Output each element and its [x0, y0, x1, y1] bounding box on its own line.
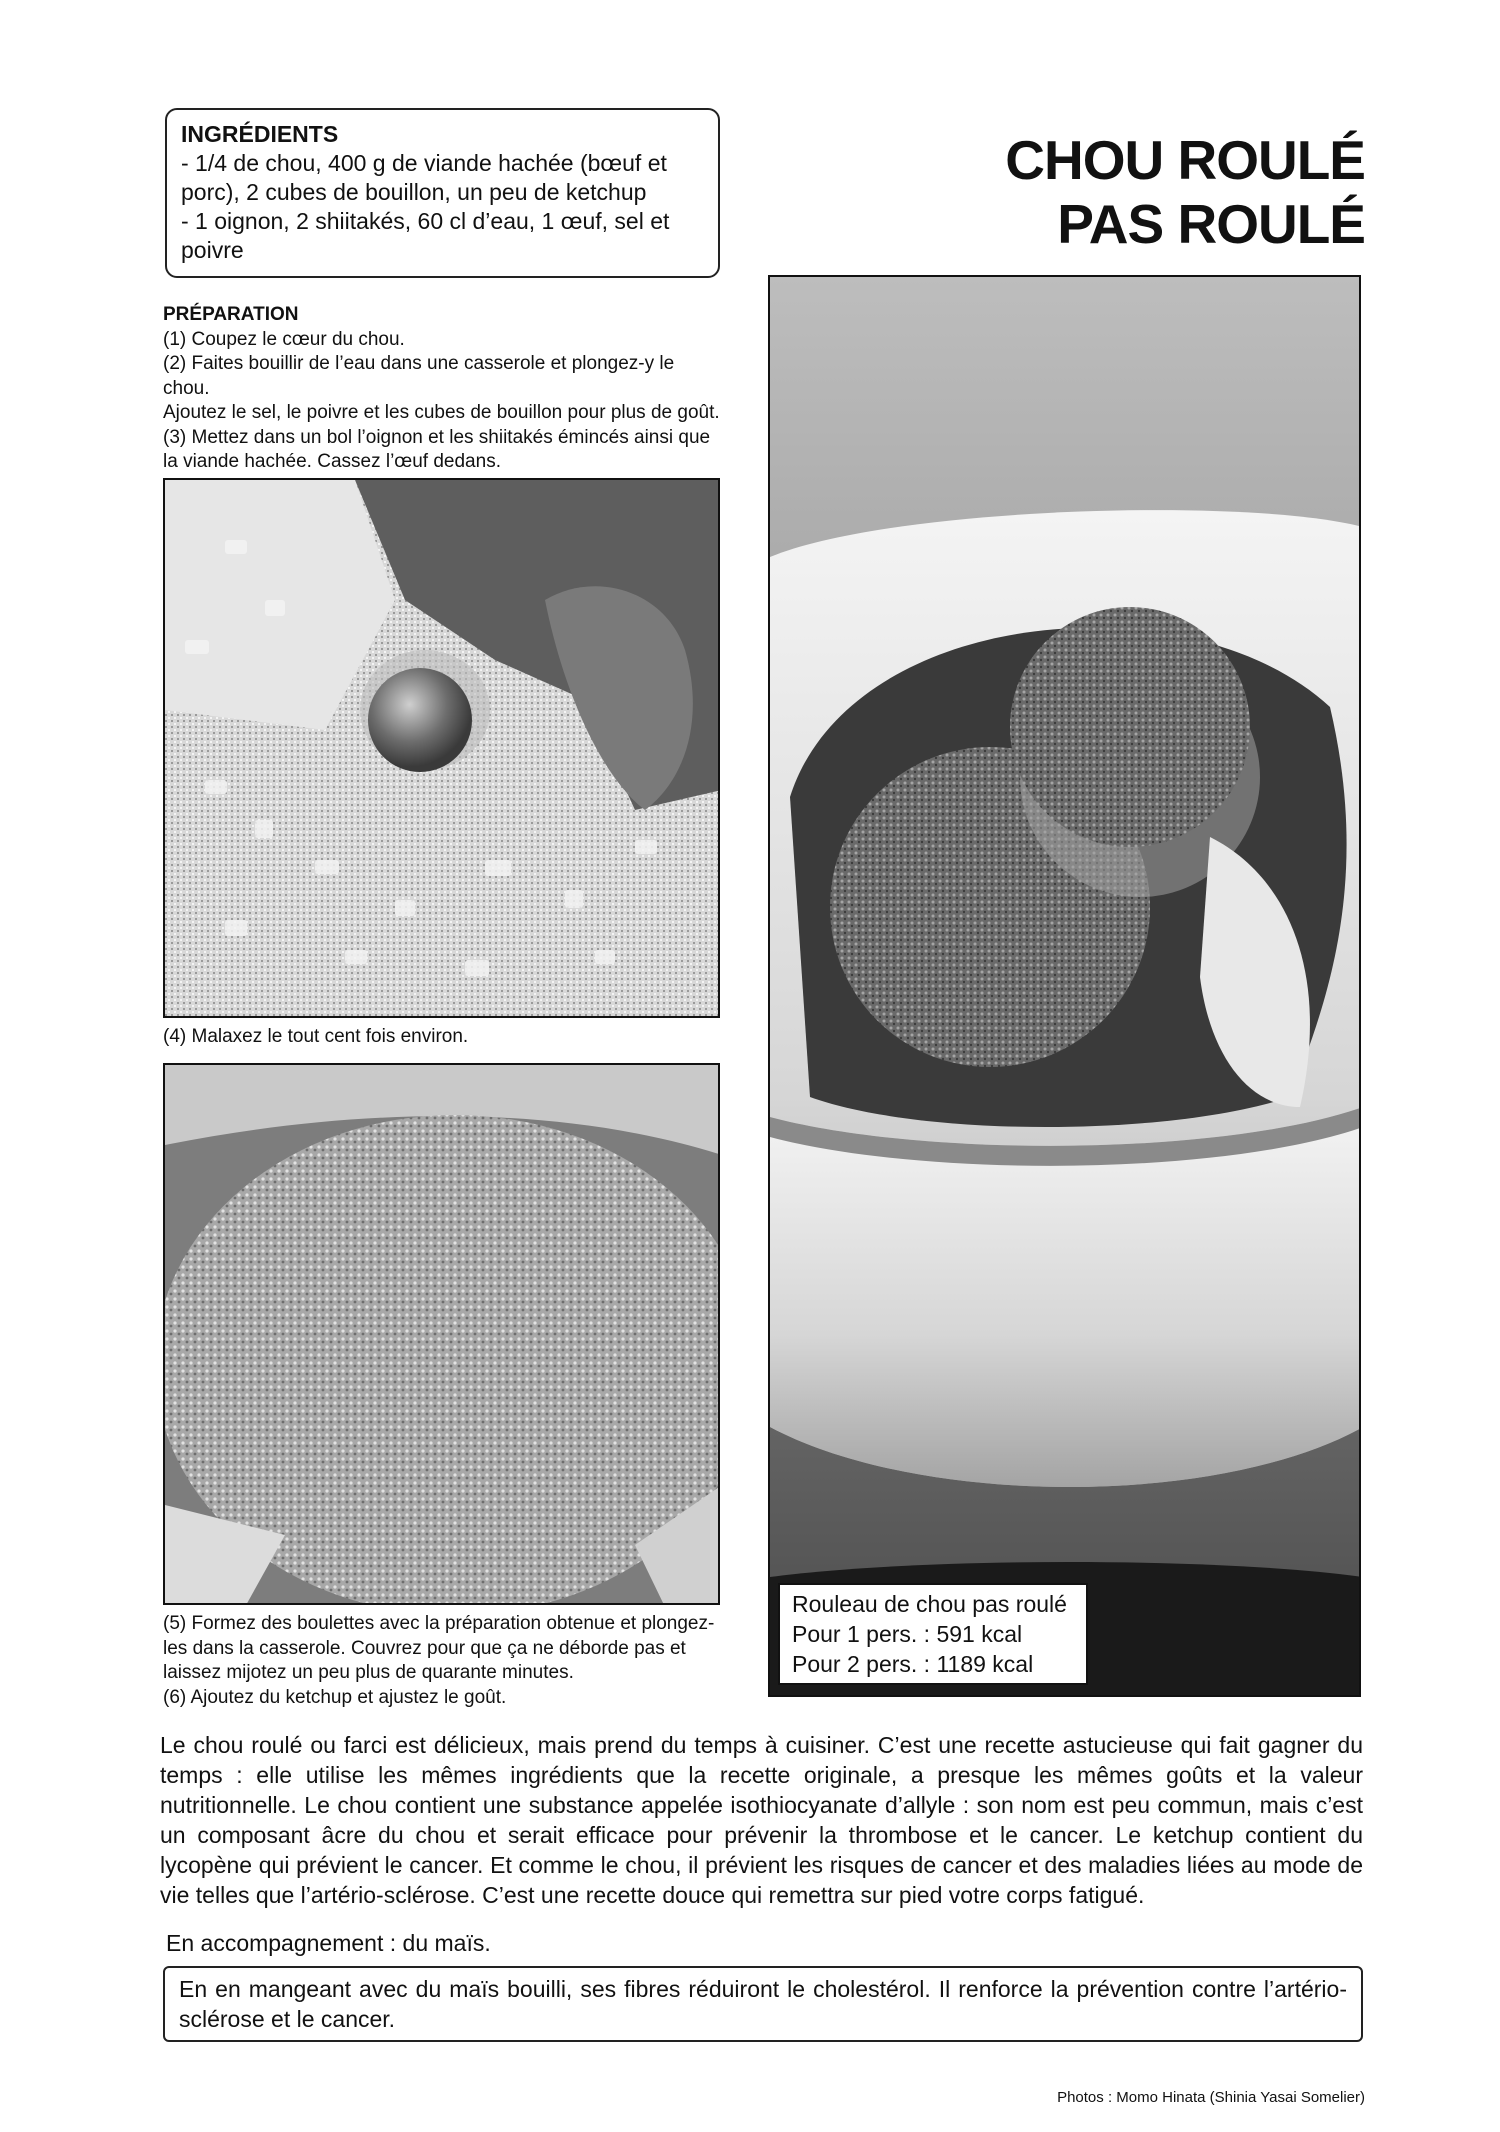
description-paragraph: Le chou roulé ou farci est délicieux, mais prend du temps à cuisiner. C’est une recette astucieuse qui fait gagner du temps : elle utilise les mêmes ingrédients que la recette originale, a presque les mêmes goûts et la valeur nutritionnelle. Le chou contient une substance appelée isothiocyanate d’allyle : son nom est peu commun, mais c’est un composant âcre du chou et serait efficace pour prévenir la thrombose et le cancer. Le ketchup contient du lycopène qui prévient le cancer. Et comme le chou, il prévient les risques de cancer et des maladies liées au mode de vie telles que l’artério-sclérose. C’est une recette douce qui remettra sur pied votre corps fatigué. [160, 1732, 1363, 1908]
preparation-line: Ajoutez le sel, le poivre et les cubes de bouillon pour plus de goût. [163, 402, 720, 423]
step4-caption: (4) Malaxez le tout cent fois environ. [163, 1026, 469, 1047]
ingredients-heading: INGRÉDIENTS [181, 121, 339, 147]
preparation-line: (3) Mettez dans un bol l’oignon et les shiitakés émincés ainsi que [163, 426, 711, 448]
step5-6-caption [163, 1612, 723, 1710]
preparation-line: la viande hachée. Cassez l’œuf dedans. [163, 451, 501, 472]
accompaniment-tip-box: En en mangeant avec du maïs bouilli, ses fibres réduiront le cholestérol. Il renforce la prévention contre l’artério-sclérose et le cancer. [163, 1966, 1363, 2042]
step-line: laissez mijotez un peu plus de quarante minutes. [163, 1662, 574, 1683]
ingredients-line: - 1/4 de chou, 400 g de viande hachée (bœuf et [181, 150, 667, 176]
ingredients-box [165, 108, 720, 278]
recipe-title [1005, 128, 1365, 256]
preparation-line: (2) Faites bouillir de l’eau dans une casserole et plongez-y le chou. [163, 353, 675, 399]
calorie-two-persons: Pour 2 pers. : 1189 kcal [792, 1651, 1034, 1677]
preparation-section [163, 303, 723, 475]
calorie-one-person: Pour 1 pers. : 591 kcal [792, 1621, 1023, 1647]
photo-finished-dish [768, 275, 1361, 1697]
ingredients-line: poivre [181, 237, 244, 263]
step-line: (5) Formez des boulettes avec la préparation obtenue et plongez- [163, 1613, 715, 1634]
calorie-dish-name: Rouleau de chou pas roulé [792, 1591, 1067, 1617]
accompaniment-label: En accompagnement : du maïs. [166, 1930, 491, 1956]
preparation-line: (1) Coupez le cœur du chou. [163, 328, 405, 350]
step-line: les dans la casserole. Couvrez pour que ça ne déborde pas et [163, 1637, 686, 1659]
preparation-heading: PRÉPARATION [163, 304, 299, 325]
recipe-title-line1: CHOU ROULÉ [1005, 129, 1365, 191]
recipe-title-line2: PAS ROULÉ [1057, 193, 1365, 255]
photo-mixed-meat [163, 1063, 720, 1605]
photo-egg-onion-meat [163, 478, 720, 1018]
step-line: (6) Ajoutez du ketchup et ajustez le goût. [163, 1686, 507, 1708]
photo-credit: Photos : Momo Hinata (Shinia Yasai Somelier) [1057, 2089, 1365, 2106]
calorie-box [778, 1583, 1088, 1685]
ingredients-line: porc), 2 cubes de bouillon, un peu de ketchup [181, 179, 647, 205]
ingredients-line: - 1 oignon, 2 shiitakés, 60 cl d’eau, 1 œuf, sel et [181, 208, 670, 234]
